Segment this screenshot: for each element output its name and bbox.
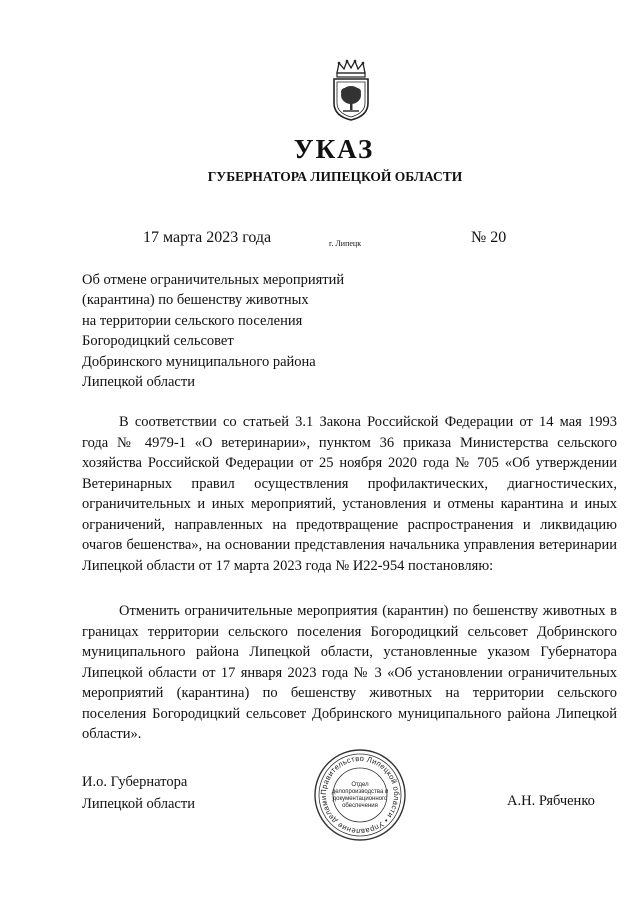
stamp-center-line: делопроизводства и xyxy=(331,789,389,795)
signatory-position xyxy=(82,771,195,815)
stamp-center-line: обеспечения xyxy=(342,803,378,809)
stamp-center-line: документационного xyxy=(332,796,388,802)
stamp-ring-text: Правительство Липецкой области • Управление делами xyxy=(318,753,402,837)
document-number: № 20 xyxy=(471,229,507,246)
signatory-position-line: Липецкой области xyxy=(82,796,195,812)
subject-line: Об отмене ограничительных мероприятий xyxy=(82,272,345,288)
signatory-position-line: И.о. Губернатора xyxy=(82,774,188,790)
document-subtitle: ГУБЕРНАТОРА ЛИПЕЦКОЙ ОБЛАСТИ xyxy=(207,169,463,184)
paragraph-preamble: В соответствии со статьей 3.1 Закона Российской Федерации от 14 мая 1993 года № 4979-1 «О ветеринарии», пунктом 36 приказа Министерства сельского хозяйства Российской Федерации от 25 ноября 2020 года № 705 «Об утверждении Ветеринарных правил осуществления профилактических, диагностических, ограничительных и иных мероприятий, установления и отмены карантина и иных ограничений, направленных на предотвращение распространения и ликвидацию очагов бешенства», на основании представления начальника управления ветеринарии Липецкой области от 17 марта 2023 года № И22-954 постановляю: xyxy=(82,414,617,574)
official-stamp xyxy=(313,748,407,842)
document-date: 17 марта 2023 года xyxy=(143,229,272,246)
subject-line: Богородицкий сельсовет xyxy=(82,333,234,350)
signatory-name: А.Н. Рябченко xyxy=(507,793,595,809)
coat-of-arms-emblem xyxy=(329,59,373,121)
subject-line: Добринского муниципального района xyxy=(82,353,316,370)
subject-line: (карантина) по бешенству животных xyxy=(82,292,309,309)
subject-line: на территории сельского поселения xyxy=(82,312,303,329)
document-title: УКАЗ xyxy=(293,134,375,164)
paragraph-decision: Отменить ограничительные мероприятия (карантин) по бешенству животных в границах территории сельского поселения Богородицкий сельсовет Добринского муниципального района Липецкой области, установленные указом Губернатора Липецкой области от 17 января 2023 года № 3 «Об установлении ограничительных мероприятий (карантина) по бешенству животных на территории сельского поселения Богородицкий сельсовет Добринского муниципального района Липецкой области». xyxy=(82,603,617,742)
subject-line: Липецкой области xyxy=(82,374,195,391)
document-place: г. Липецк xyxy=(329,239,362,248)
stamp-center-line: Отдел xyxy=(351,782,369,788)
document-subject xyxy=(82,270,382,392)
